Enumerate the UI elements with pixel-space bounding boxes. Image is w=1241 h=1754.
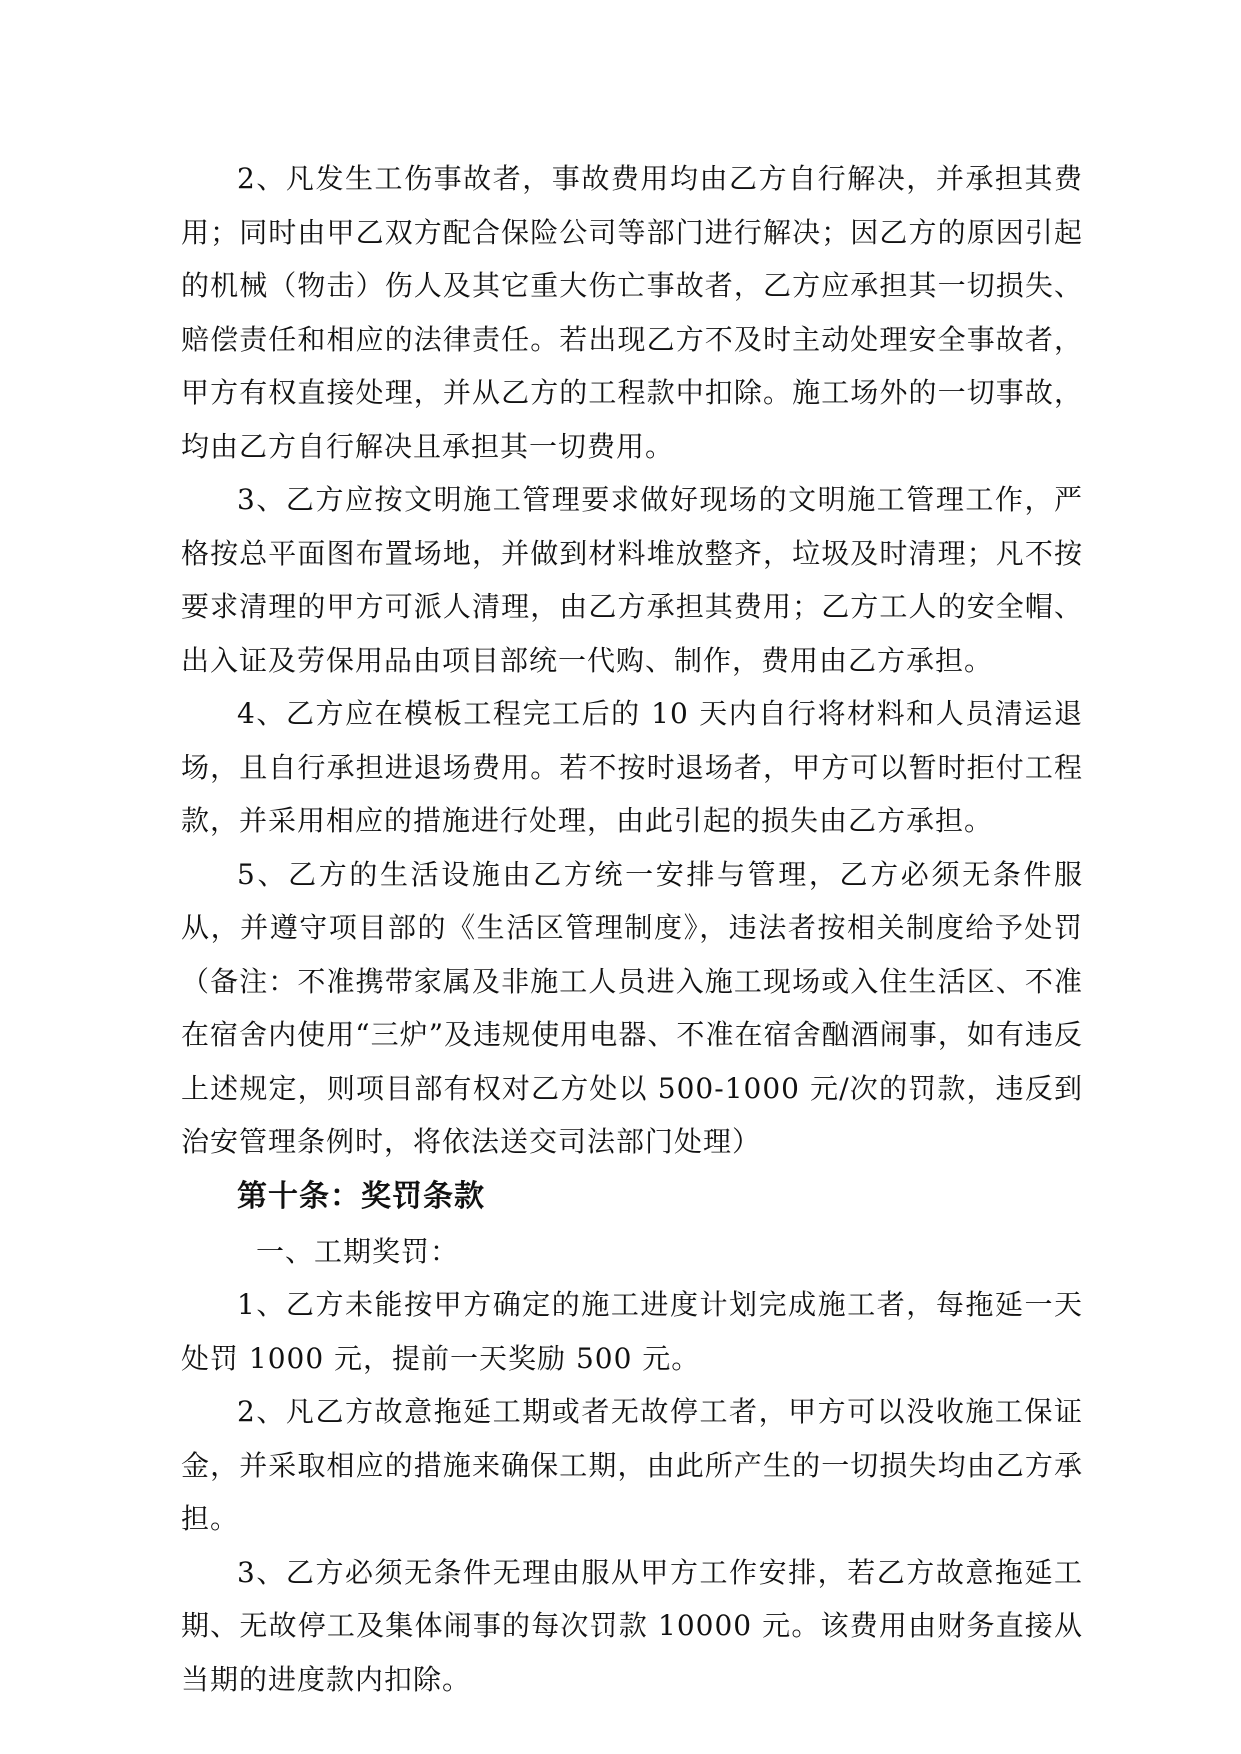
- reward-penalty-paragraph-3: 3、乙方必须无条件无理由服从甲方工作安排，若乙方故意拖延工期、无故停工及集体闹事的每次罚款 10000 元。该费用由财务直接从当期的进度款内扣除。: [181, 1555, 1083, 1696]
- section-heading: 第十条：奖罚条款: [237, 1178, 485, 1214]
- clause-paragraph-4: 4、乙方应在模板工程完工后的 10 天内自行将材料和人员清运退场，且自行承担进退场费用。若不按时退场者，甲方可以暂时拒付工程款，并采用相应的措施进行处理，由此引起的损失由乙方承担。: [181, 697, 1083, 837]
- document-body: [181, 152, 1083, 1706]
- clause-paragraph-3: 3、乙方应按文明施工管理要求做好现场的文明施工管理工作，严格按总平面图布置场地，并做到材料堆放整齐，垃圾及时清理；凡不按要求清理的甲方可派人清理，由乙方承担其费用；乙方工人的安全帽、出入证及劳保用品由项目部统一代购、制作，费用由乙方承担。: [181, 483, 1083, 677]
- reward-penalty-paragraph-2: 2、凡乙方故意拖延工期或者无故停工者，甲方可以没收施工保证金，并采取相应的措施来确保工期，由此所产生的一切损失均由乙方承担。: [181, 1395, 1083, 1535]
- clause-paragraph-5: 5、乙方的生活设施由乙方统一安排与管理，乙方必须无条件服从，并遵守项目部的《生活区管理制度》，违法者按相关制度给予处罚（备注：不准携带家属及非施工人员进入施工现场或入住生活区、不准在宿舍内使用“三炉”及违规使用电器、不准在宿舍酗酒闹事，如有违反上述规定，则项目部有权对乙方处以 500-1000 元/次的罚款，违反到治安管理条例时，将依法送交司法部门处理）: [181, 857, 1083, 1158]
- reward-penalty-paragraph-1: 1、乙方未能按甲方确定的施工进度计划完成施工者，每拖延一天处罚 1000 元，提前一天奖励 500 元。: [181, 1288, 1083, 1375]
- subsection-heading: 一、工期奖罚：: [256, 1234, 460, 1268]
- clause-paragraph-2: 2、凡发生工伤事故者，事故费用均由乙方自行解决，并承担其费用；同时由甲乙双方配合保险公司等部门进行解决；因乙方的原因引起的机械（物击）伤人及其它重大伤亡事故者，乙方应承担其一切损失、赔偿责任和相应的法律责任。若出现乙方不及时主动处理安全事故者，甲方有权直接处理，并从乙方的工程款中扣除。施工场外的一切事故，均由乙方自行解决且承担其一切费用。: [181, 162, 1083, 463]
